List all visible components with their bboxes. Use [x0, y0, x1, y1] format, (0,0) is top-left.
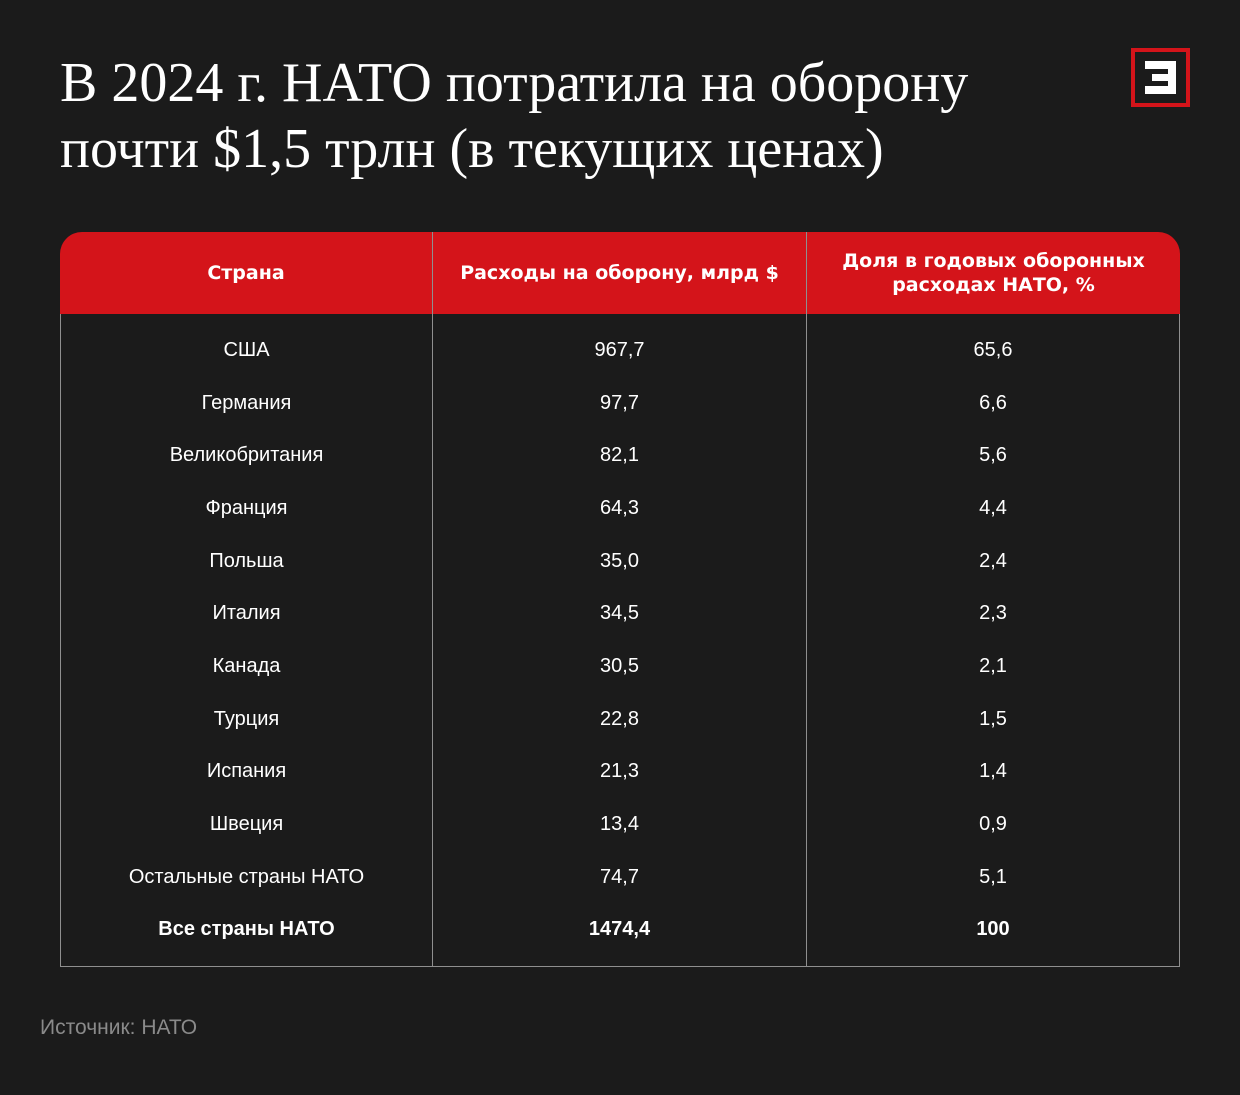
share-cell: 5,1: [807, 851, 1180, 904]
country-cell: Канада: [60, 640, 433, 693]
country-cell: Все страны НАТО: [60, 904, 433, 968]
table-row: [60, 587, 1180, 640]
share-cell: 0,9: [807, 798, 1180, 851]
spending-cell: 13,4: [433, 798, 807, 851]
source-note: Источник: НАТО: [40, 1016, 198, 1039]
spending-cell: 35,0: [433, 535, 807, 588]
country-cell: Турция: [60, 693, 433, 746]
table-row: [60, 693, 1180, 746]
total-row: [60, 904, 1180, 968]
table-body: [60, 314, 1180, 967]
share-cell: 2,3: [807, 587, 1180, 640]
spending-cell: 97,7: [433, 377, 807, 430]
spending-cell: 967,7: [433, 314, 807, 377]
spending-cell: 34,5: [433, 587, 807, 640]
spending-cell: 82,1: [433, 429, 807, 482]
table-row: [60, 535, 1180, 588]
table-row: [60, 377, 1180, 430]
spending-cell: 74,7: [433, 851, 807, 904]
table-row: [60, 746, 1180, 799]
spending-cell: 21,3: [433, 746, 807, 799]
table-row: [60, 314, 1180, 377]
share-cell: 65,6: [807, 314, 1180, 377]
title-line-2: почти $1,5 трлн (в текущих ценах): [60, 118, 884, 180]
table-row: [60, 482, 1180, 535]
spending-cell: 64,3: [433, 482, 807, 535]
country-cell: Германия: [60, 377, 433, 430]
share-cell: 1,4: [807, 746, 1180, 799]
page-title: [60, 50, 1060, 182]
table-row: [60, 429, 1180, 482]
share-cell: 4,4: [807, 482, 1180, 535]
spending-cell: 22,8: [433, 693, 807, 746]
spending-cell: 1474,4: [433, 904, 807, 968]
share-cell: 6,6: [807, 377, 1180, 430]
share-cell: 1,5: [807, 693, 1180, 746]
country-cell: Франция: [60, 482, 433, 535]
table-row: [60, 798, 1180, 851]
share-cell: 2,1: [807, 640, 1180, 693]
country-cell: Испания: [60, 746, 433, 799]
column-header-2: Расходы на оборону, млрд $: [433, 232, 807, 314]
country-cell: США: [60, 314, 433, 377]
table-header-row: [60, 232, 1180, 314]
column-header-3: Доля в годовых оборонных расходах НАТО, %: [807, 232, 1180, 314]
share-cell: 5,6: [807, 429, 1180, 482]
spending-cell: 30,5: [433, 640, 807, 693]
country-cell: Остальные страны НАТО: [60, 851, 433, 904]
table-row: [60, 640, 1180, 693]
share-cell: 100: [807, 904, 1180, 968]
column-header-1: Страна: [60, 232, 433, 314]
country-cell: Великобритания: [60, 429, 433, 482]
country-cell: Швеция: [60, 798, 433, 851]
country-cell: Италия: [60, 587, 433, 640]
table-row: [60, 851, 1180, 904]
country-cell: Польша: [60, 535, 433, 588]
title-line-1: В 2024 г. НАТО потратила на оборону: [60, 52, 969, 114]
e-logo-icon: [1131, 48, 1190, 107]
share-cell: 2,4: [807, 535, 1180, 588]
spending-table: [60, 232, 1180, 967]
